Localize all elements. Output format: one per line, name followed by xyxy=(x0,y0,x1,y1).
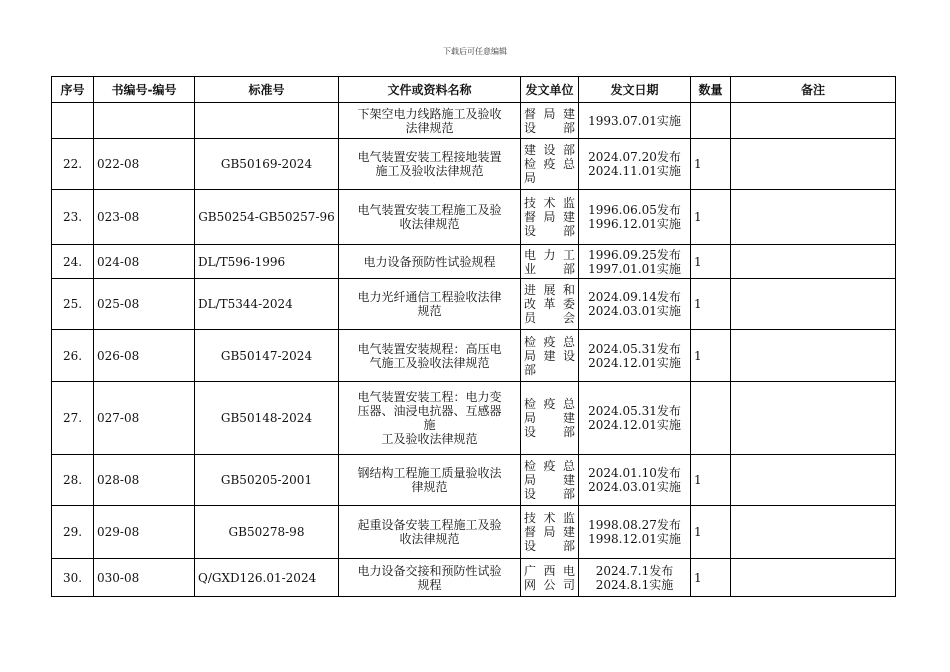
table-row xyxy=(52,190,896,245)
issuing-unit-cell: 电力工 业 部 xyxy=(521,245,579,279)
standard-no-cell: GB50254-GB50257-96 xyxy=(195,190,339,245)
book-code-cell: 026-08 xyxy=(94,330,195,382)
issue-date-cell: 2024.05.31发布 2024.12.01实施 xyxy=(579,382,691,455)
document-name-cell: 电力设备预防性试验规程 xyxy=(339,245,521,279)
remarks-cell xyxy=(731,382,896,455)
document-name-cell: 钢结构工程施工质量验收法 律规范 xyxy=(339,455,521,506)
book-code-cell: 029-08 xyxy=(94,506,195,559)
remarks-cell xyxy=(731,103,896,139)
standard-no-cell: GB50148-2024 xyxy=(195,382,339,455)
remarks-cell xyxy=(731,330,896,382)
issue-date-cell: 1993.07.01实施 xyxy=(579,103,691,139)
book-code-cell: 023-08 xyxy=(94,190,195,245)
table-row xyxy=(52,455,896,506)
standard-no-cell: GB50169-2024 xyxy=(195,139,339,190)
issue-date-cell: 1996.09.25发布 1997.01.01实施 xyxy=(579,245,691,279)
remarks-cell xyxy=(731,139,896,190)
header-issue-date: 发文日期 xyxy=(579,77,691,103)
remarks-cell xyxy=(731,506,896,559)
issue-date-cell: 2024.7.1发布 2024.8.1实施 xyxy=(579,559,691,597)
header-book-code: 书编号-编号 xyxy=(94,77,195,103)
serial-no-cell: 30. xyxy=(52,559,94,597)
document-name-cell: 电气装置安装规程：高压电 气施工及验收法律规范 xyxy=(339,330,521,382)
issuing-unit-cell: 督 局 建 设 部 xyxy=(521,103,579,139)
quantity-cell: 1 xyxy=(691,330,731,382)
quantity-cell xyxy=(691,382,731,455)
issuing-unit-cell: 检疫总 局 建 设 部 xyxy=(521,382,579,455)
quantity-cell: 1 xyxy=(691,455,731,506)
issuing-unit-cell: 建设部 检疫总 局 xyxy=(521,139,579,190)
table-row xyxy=(52,245,896,279)
quantity-cell: 1 xyxy=(691,190,731,245)
header-standard-no: 标准号 xyxy=(195,77,339,103)
standard-no-cell: GB50278-98 xyxy=(195,506,339,559)
remarks-cell xyxy=(731,245,896,279)
remarks-cell xyxy=(731,279,896,330)
document-name-cell: 电气装置安装工程施工及验 收法律规范 xyxy=(339,190,521,245)
table-row xyxy=(52,330,896,382)
document-name-cell: 起重设备安装工程施工及验 收法律规范 xyxy=(339,506,521,559)
quantity-cell: 1 xyxy=(691,559,731,597)
remarks-cell xyxy=(731,455,896,506)
table-row xyxy=(52,382,896,455)
document-name-cell: 电气装置安装工程接地装置 施工及验收法律规范 xyxy=(339,139,521,190)
issue-date-cell: 2024.09.14发布 2024.03.01实施 xyxy=(579,279,691,330)
issue-date-cell: 2024.07.20发布 2024.11.01实施 xyxy=(579,139,691,190)
standard-no-cell: GB50147-2024 xyxy=(195,330,339,382)
table-row xyxy=(52,559,896,597)
book-code-cell xyxy=(94,103,195,139)
quantity-cell: 1 xyxy=(691,245,731,279)
quantity-cell xyxy=(691,103,731,139)
issue-date-cell: 2024.05.31发布 2024.12.01实施 xyxy=(579,330,691,382)
book-code-cell: 030-08 xyxy=(94,559,195,597)
issuing-unit-cell: 技术监 督局建 设 部 xyxy=(521,506,579,559)
serial-no-cell: 22. xyxy=(52,139,94,190)
document-name-cell: 电气装置安装工程：电力变 压器、油浸电抗器、互感器 施 工及验收法律规范 xyxy=(339,382,521,455)
standard-no-cell: GB50205-2001 xyxy=(195,455,339,506)
serial-no-cell: 28. xyxy=(52,455,94,506)
table-row xyxy=(52,103,896,139)
issuing-unit-cell: 检疫总 局建设 部 xyxy=(521,330,579,382)
book-code-cell: 025-08 xyxy=(94,279,195,330)
remarks-cell xyxy=(731,190,896,245)
header-quantity: 数量 xyxy=(691,77,731,103)
document-name-cell: 电力设备交接和预防性试验 规程 xyxy=(339,559,521,597)
book-code-cell: 027-08 xyxy=(94,382,195,455)
table-row xyxy=(52,506,896,559)
table-header-row xyxy=(52,77,896,103)
standard-no-cell: DL/T5344-2024 xyxy=(195,279,339,330)
serial-no-cell: 23. xyxy=(52,190,94,245)
issuing-unit-cell: 技术监 督局建 设 部 xyxy=(521,190,579,245)
quantity-cell: 1 xyxy=(691,139,731,190)
document-name-cell: 下架空电力线路施工及验收 法律规范 xyxy=(339,103,521,139)
serial-no-cell: 24. xyxy=(52,245,94,279)
table-row xyxy=(52,139,896,190)
issue-date-cell: 2024.01.10发布 2024.03.01实施 xyxy=(579,455,691,506)
standards-table xyxy=(51,76,896,597)
table-row xyxy=(52,279,896,330)
standard-no-cell: Q/GXD126.01-2024 xyxy=(195,559,339,597)
standard-no-cell xyxy=(195,103,339,139)
issuing-unit-cell: 广西电 网公司 xyxy=(521,559,579,597)
book-code-cell: 024-08 xyxy=(94,245,195,279)
header-document-name: 文件或资料名称 xyxy=(339,77,521,103)
serial-no-cell: 29. xyxy=(52,506,94,559)
header-issuing-unit: 发文单位 xyxy=(521,77,579,103)
book-code-cell: 028-08 xyxy=(94,455,195,506)
header-remarks: 备注 xyxy=(731,77,896,103)
document-name-cell: 电力光纤通信工程验收法律 规范 xyxy=(339,279,521,330)
serial-no-cell: 26. xyxy=(52,330,94,382)
issue-date-cell: 1998.08.27发布 1998.12.01实施 xyxy=(579,506,691,559)
remarks-cell xyxy=(731,559,896,597)
serial-no-cell: 27. xyxy=(52,382,94,455)
serial-no-cell: 25. xyxy=(52,279,94,330)
issuing-unit-cell: 进展和 改革委 员 会 xyxy=(521,279,579,330)
issuing-unit-cell: 检疫总 局 建 设 部 xyxy=(521,455,579,506)
page-header-note: 下载后可任意编辑 xyxy=(443,47,507,56)
issue-date-cell: 1996.06.05发布 1996.12.01实施 xyxy=(579,190,691,245)
quantity-cell: 1 xyxy=(691,506,731,559)
header-serial-no: 序号 xyxy=(52,77,94,103)
standard-no-cell: DL/T596-1996 xyxy=(195,245,339,279)
book-code-cell: 022-08 xyxy=(94,139,195,190)
quantity-cell: 1 xyxy=(691,279,731,330)
serial-no-cell xyxy=(52,103,94,139)
